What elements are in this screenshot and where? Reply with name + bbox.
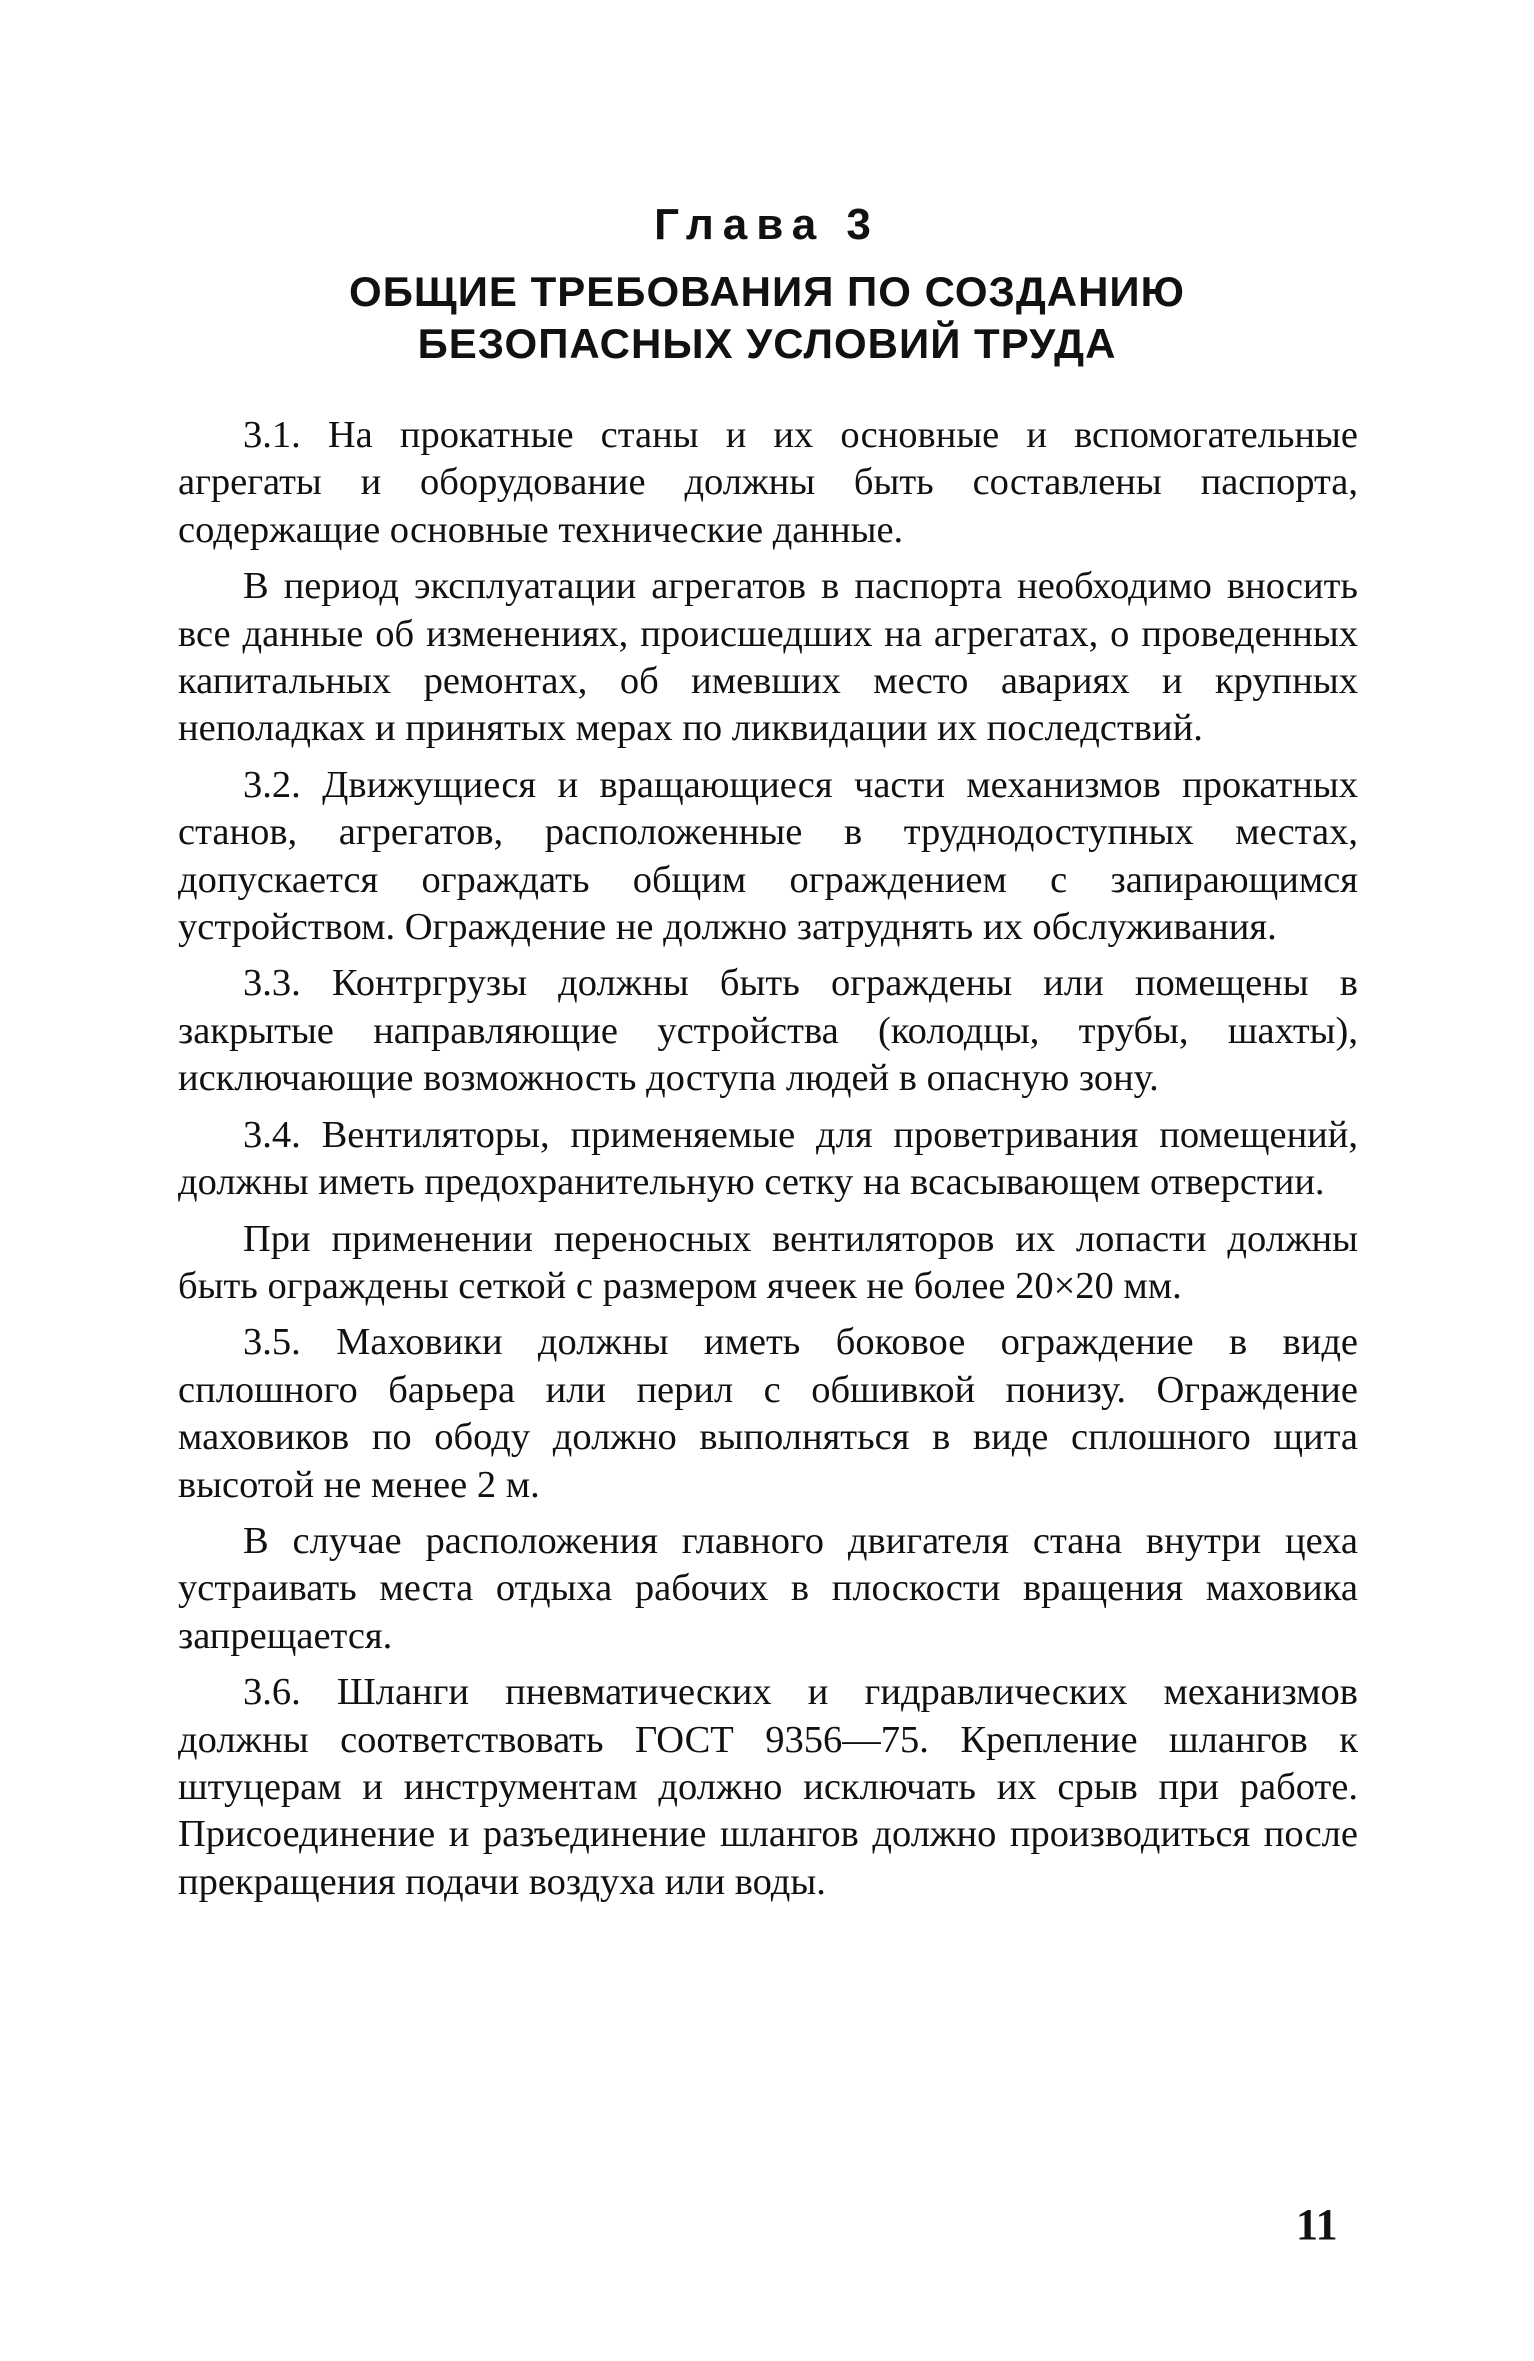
paragraph-3-1: 3.1. На прокатные станы и их основные и вспомогательные агрегаты и оборудование должны быть составлены паспорта, содержащие основные технические данные. xyxy=(178,414,1358,551)
paragraph-3-3: 3.3. Контргрузы должны быть ограждены или помещены в закрытые направляющие устройства (колодцы, трубы, шахты), исключающие возможность доступа людей в опасную зону. xyxy=(178,962,1358,1100)
paragraph-3-2: 3.2. Движущиеся и вращающиеся части механизмов прокатных станов, агрегатов, расположенные в труднодоступных местах, допускается ограждать общим ограждением с запирающимся устройством. Ограждение не должно затруднять их обслуживания. xyxy=(178,763,1358,949)
chapter-title xyxy=(0,266,1534,370)
page-number: 11 xyxy=(1296,2200,1338,2249)
chapter-title-line: БЕЗОПАСНЫХ УСЛОВИЙ ТРУДА xyxy=(417,320,1117,367)
paragraph: В период эксплуатации агрегатов в паспорта необходимо вносить все данные об изменениях, происшедших на агрегатах, о проведенных капитальных ремонтах, об имевших место авариях и крупных неполадках и принятых мерах по ликвидации их последствий. xyxy=(178,565,1358,750)
paragraph: При применении переносных вентиляторов их лопасти должны быть ограждены сеткой с размером ячеек не более 20×20 мм. xyxy=(178,1217,1358,1307)
chapter-label: Глава 3 xyxy=(654,200,880,249)
paragraph-3-4: 3.4. Вентиляторы, применяемые для проветривания помещений, должны иметь предохранительную сетку на всасывающем отверстии. xyxy=(178,1113,1358,1204)
paragraph-3-5: 3.5. Маховики должны иметь боковое ограждение в виде сплошного барьера или перил с обшивкой понизу. Ограждение маховиков по ободу должно выполняться в виде сплошного щита высотой не менее 2 м. xyxy=(178,1321,1358,1506)
paragraph-3-6: 3.6. Шланги пневматических и гидравлических механизмов должны соответствовать ГОСТ 9356—75. Крепление шлангов к штуцерам и инструментам должно исключать их срыв при работе. Присоединение и разъединение шлангов должно производиться после прекращения подачи воздуха или воды. xyxy=(178,1671,1358,1903)
chapter-title-line: ОБЩИЕ ТРЕБОВАНИЯ ПО СОЗДАНИЮ xyxy=(349,268,1185,315)
paragraph: В случае расположения главного двигателя стана внутри цеха устраивать места отдыха рабочих в плоскости вращения маховика запрещается. xyxy=(178,1519,1358,1657)
body-text xyxy=(178,412,1358,1915)
